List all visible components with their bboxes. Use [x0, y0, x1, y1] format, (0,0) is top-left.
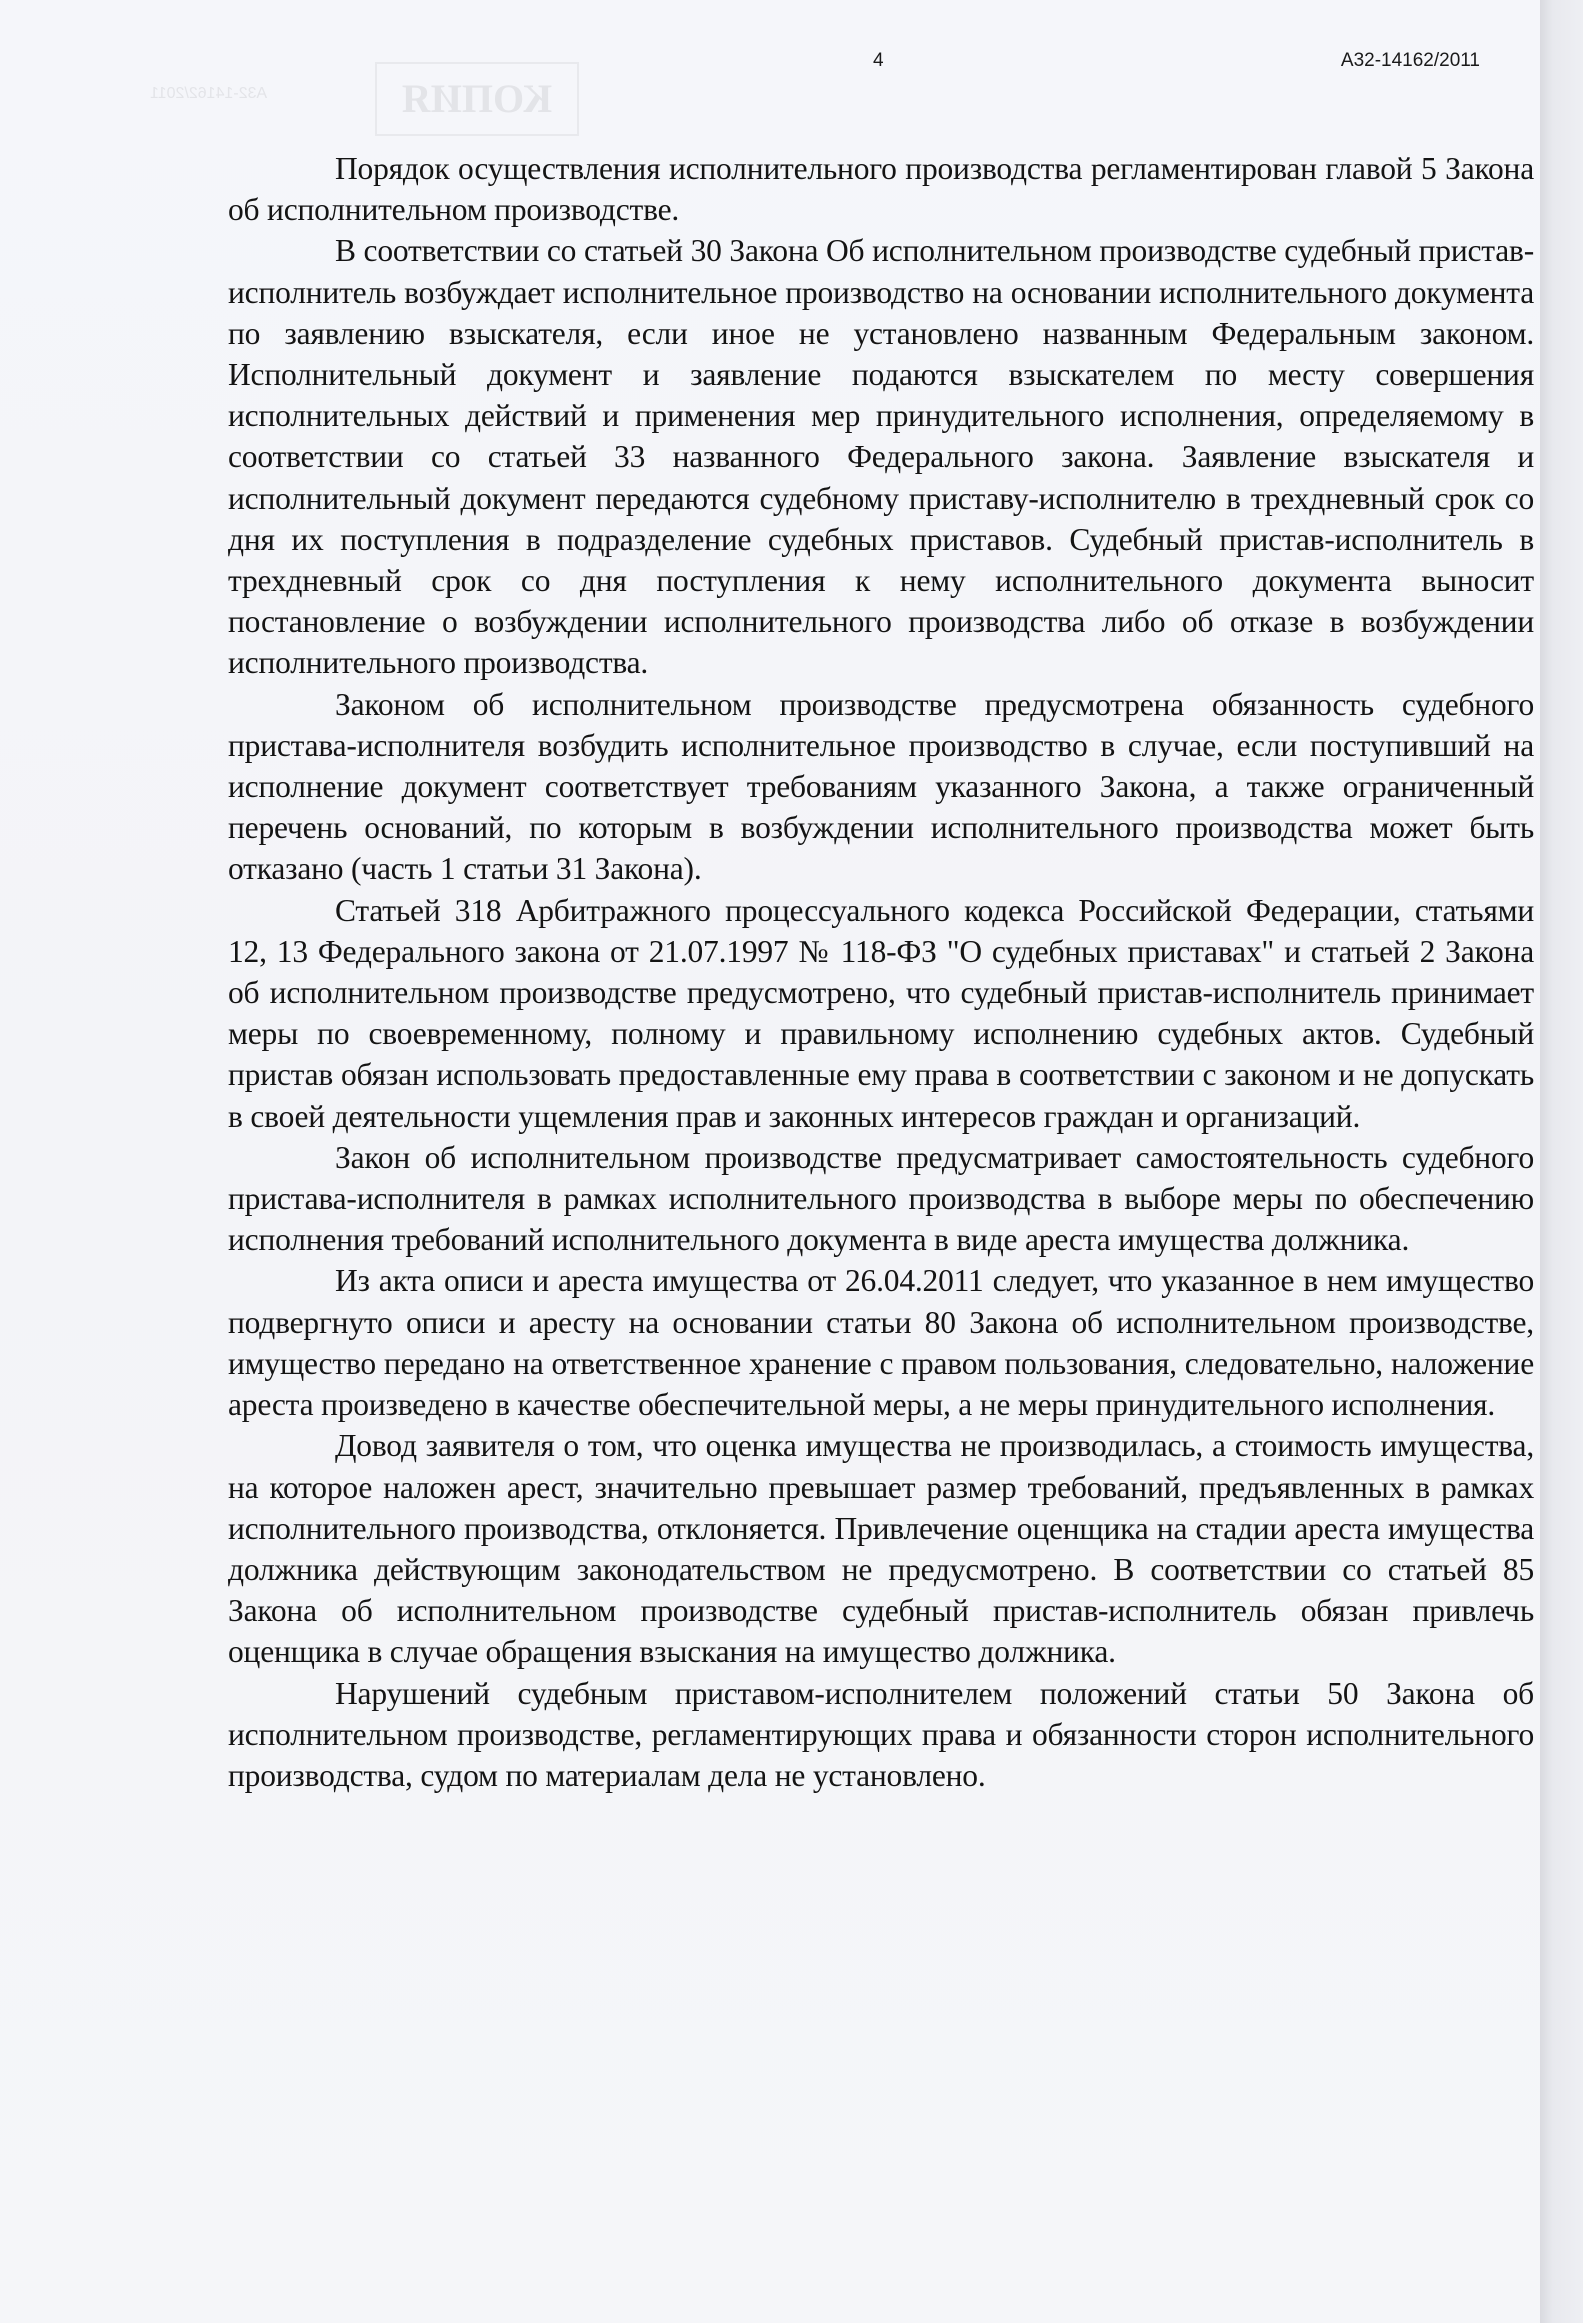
- page-header: [0, 50, 1540, 90]
- paragraph: Нарушений судебным приставом-исполнителем положений статьи 50 Закона об исполнительном производстве, регламентирующих права и обязанности сторон исполнительного производства, судом по материалам дела не установлено.: [228, 1675, 1534, 1793]
- paragraph: Довод заявителя о том, что оценка имущества не производилась, а стоимость имущества, на которое наложен арест, значительно превышает размер требований, предъявленных в рамках исполнительного производства, отклоняется. Привлечение оценщика на стадии ареста имущества должника действующим законодательством не предусмотрено. В соответствии со статьей 85 Закона об исполнительном производстве судебный пристав-исполнитель обязан привлечь оценщика в случае обращения взыскания на имущество должника.: [228, 1428, 1534, 1670]
- bleed-through-copy-stamp: КОПИЯ: [375, 62, 579, 136]
- paragraph: Статьей 318 Арбитражного процессуального кодекса Российской Федерации, статьями 12, 13 Федерального закона от 21.07.1997 № 118-ФЗ "О судебных приставах" и статьей 2 Закона об исполнительном производстве предусмотрено, что судебный пристав-исполнитель принимает меры по своевременному, полному и правильному исполнению судебных актов. Судебный пристав обязан использовать предоставленные ему права в соответствии с законом и не допускать в своей деятельности ущемления прав и законных интересов граждан и организаций.: [228, 892, 1534, 1134]
- paragraph: В соответствии со статьей 30 Закона Об исполнительном производстве судебный пристав-исполнитель возбуждает исполнительное производство на основании исполнительного документа по заявлению взыскателя, если иное не установлено названным Федеральным законом. Исполнительный документ и заявление подаются взыскателем по месту совершения исполнительных действий и применения мер принудительного исполнения, определяемому в соответствии со статьей 33 названного Федерального закона. Заявление взыскателя и исполнительный документ передаются судебному приставу-исполнителю в трехдневный срок со дня их поступления в подразделение судебных приставов. Судебный пристав-исполнитель в трехдневный срок со дня поступления к нему исполнительного документа выносит постановление о возбуждении исполнительного производства либо об отказе в возбуждении исполнительного производства.: [228, 233, 1534, 681]
- paragraph: Законом об исполнительном производстве предусмотрена обязанность судебного пристава-исполнителя возбудить исполнительное производство в случае, если поступивший на исполнение документ соответствует требованиям указанного Закона, а также ограниченный перечень оснований, по которым в возбуждении исполнительного производства может быть отказано (часть 1 статьи 31 Закона).: [228, 686, 1534, 887]
- bleed-through-case-number: А32-14162/2011: [150, 85, 268, 102]
- paragraph: Порядок осуществления исполнительного производства регламентирован главой 5 Закона об исполнительном производстве.: [228, 151, 1534, 228]
- scan-page-edge: [1540, 0, 1583, 2323]
- paragraph: Закон об исполнительном производстве предусматривает самостоятельность судебного пристава-исполнителя в рамках исполнительного производства в выборе меры по обеспечению исполнения требований исполнительного документа в виде ареста имущества должника.: [228, 1139, 1534, 1258]
- case-number: А32-14162/2011: [1340, 50, 1480, 71]
- document-body: [228, 148, 1534, 1796]
- paragraph: Из акта описи и ареста имущества от 26.04.2011 следует, что указанное в нем имущество подвергнуто описи и аресту на основании статьи 80 Закона об исполнительном производстве, имущество передано на ответственное хранение с правом пользования, следовательно, наложение ареста произведено в качестве обеспечительной меры, а не меры принудительного исполнения.: [228, 1263, 1534, 1423]
- page-number: 4: [873, 50, 884, 71]
